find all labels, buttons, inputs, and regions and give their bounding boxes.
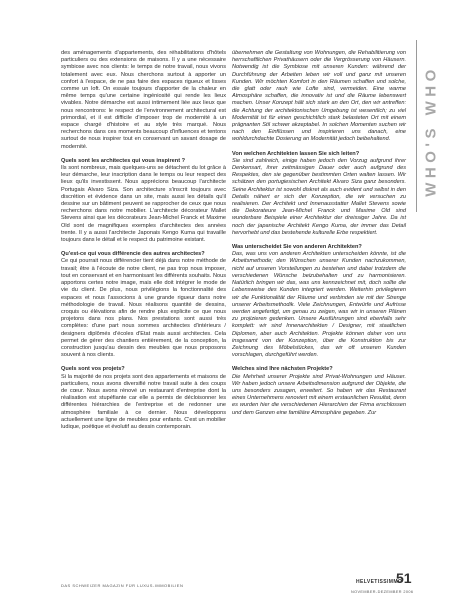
issue-date: NOVEMBER-DEZEMBER 2006 (351, 590, 414, 594)
french-column (61, 50, 226, 431)
french-question-2: Qu'est-ce qui vous différencie des autres architectes? (61, 251, 205, 258)
french-question-3: Quels sont vos projets? (61, 366, 125, 373)
section-title-vertical (421, 56, 441, 206)
page-number: 51 (396, 570, 412, 586)
german-question-1: Von welchen Architekten lassen Sie sich leiten? (232, 150, 360, 157)
french-answer-1: Ils sont nombreux, mais quelques-uns se détachent du lot grâce à leur démarche, leur inscription dans le temps ou leur respect des lieux qu'ils investissent. Nous apprécions beaucoup l'architecte Portugais Alvaro Siza. Son architecture s'inscrit toujours avec discrétion et évidence dans un site, mais aussi les détails qu'il dessine sur un bâtiment peuvent se rapprocher de ceux que nous recherchons dans notre mobilier. L'architecte décorateur Mallet Stevens ainsi que les décorateurs Jean-Michel Franck et Maxime Old sont de magnifiques exemples d'architectes des années trente. Il y a aussi l'architecte Japonais Kengo Kuma qui travaille toujours dans le détail et le respect du patrimoine existant. (61, 165, 226, 244)
magazine-name: HELVETISSIMMO (356, 579, 403, 585)
french-intro-paragraph: des aménagements d'appartements, des réhabilitations d'hôtels particuliers ou des extensions de maisons. Il y a une nécessaire symbiose avec nos clients: le temps de notre travail, nous vivons totalement avec eux. Nous cherchons surtout à apporter un confort à l'espace, de ne pas faire des espaces rigueux et lisses comme un loft. On essaie toujours d'apporter de la chaleur en même temps qu'une certaine ingéniosité qui rende les lieux vivables. Notre démarche est aussi intimement liée aux lieux que nous rencontrons: le respect de l'environnement architectural est primordial, et il est difficile d'imposer trop de modernité à un espace chargé d'histoire et au style très marqué. Nous recherchons dans ces moments beaucoup d'influences et tentons surtout de nous inspirer tout en conservant un savant dosage de modernité. (61, 50, 226, 150)
german-answer-3: Die Mehrheit unserer Projekte sind Privat-Wohnungen und Häuser. Wir haben jedoch unsere Arbeitsdimension aufgrund der Objekte, die uns besonders zusagen, erweitert. So haben wir das Restaurant eines Unternehmens renoviert mit einem erstaunlichen Resultat, denn es wurden hier die verschiedenen Hierarchien der Firma erschlossen und dem Ganzen eine familiäre Atmosphäre gegeben. Zur (232, 373, 406, 416)
german-question-3: Welches sind Ihre nächsten Projekte? (232, 366, 333, 373)
german-answer-1: Sie sind zahlreich, einige haben jedoch den Vorzug aufgrund ihrer Denkensart, ihrer zeitmässigen Dauer oder auch aufgrund des Respektes, den sie gegenüber bestimmten Orten walten lassen. Wir schätzen den portugiesischen Architekt Alvaro Siza ganz besonders. Seine Architektur ist sowohl diskret als auch evident und selbst in den Details nähert er sich der Konzeption, die wir versuchen zu realisieren. Der Architekt und Innenausstatter Mallet Stevens sowie die Dekorateure Jean-Michel Franck und Maxime Old sind wunderbare Beispiele einer Architektur der dreissiger Jahre. Da ist noch der japanische Architekt Kengo Kuma, der immer das Detail hervorhebt und das bestehende kulturelle Erbe respektiert. (232, 157, 406, 236)
french-answer-2: Ce qui pourrait nous différencier tient déjà dans notre méthode de travail; être à l'écoute de notre client, ne pas trop nous imposer, tout en conservant et en harmonisant les différents souhaits. Nous apportons certes notre image, mais elle doit intégrer le mode de vie du client. De plus, nous privilégions la fonctionnalité des espaces et nous l'associons à une grande rigueur dans notre méthodologie de travail. Nous réalisons quantité de dessins, croquis ou élévations afin de rendre plus explicite ce que nous projetons dans nos plans. Nos prestations sont aussi très complètes: d'une part nous sommes architectes d'intérieurs / designers diplômés d'écoles d'Etat mais aussi architectes. Cela permet de gérer des chantiers entièrement, de la conception, la construction jusqu'au dessin des meubles que nous proposons souvent à nos clients. (61, 258, 226, 359)
german-column (232, 50, 406, 417)
german-question-2: Was unterscheidet Sie von anderen Architekten? (232, 244, 362, 251)
section-divider (416, 40, 417, 212)
french-question-1: Quels sont les architectes qui vous inspirent ? (61, 157, 186, 164)
german-answer-2: Das, was uns von anderen Architekten unterscheiden könnte, ist die Arbeitsmethode; den Wünschen unserer Kunden nachzukommen, nicht auf unseren Vorstellungen zu bestehen und dabei trotzdem die verschiedenen Wünsche beizubehalten und zu harmonisieren. Natürlich bringen wir das, was uns kennzeichnet mit, doch sollte die Lebensweise des Kunden integriert werden. Weiterhin privilegieren wir die Funktionalität der Räume und verbinden sie mit der Strenge unserer Arbeitsmethodik. Viele Zeichnungen, Entwürfe und Aufrisse werden angefertigt, um genau zu zeigen, was wir in unseren Plänen zu projizieren gedenken. Unsere Ausführungen sind ebenfalls sehr komplett: wir sind Innenarchitekten / Designer, mit staatlichen Diplomen, aber auch Architekten. Projekte können daher von uns insgesamt von der Konzeption, über die Konstruktion bis zur Zeichnung des Möbelstückes, das wir oft unseren Kunden vorschlagen, durchgeführt werden. (232, 251, 406, 359)
footer-tagline: DAS SCHWEIZER MAGAZIN FÜR LUXUS-IMMOBILIEN (61, 583, 184, 588)
section-title-text: WHO'S WHO (422, 65, 440, 197)
german-intro-paragraph: übernehmen die Gestaltung von Wohnungen, die Rehabilitierung von herrschaftlichen Privathäusern oder die Vergrösserung von Häusern. Notwendig ist die Symbiose mit unseren Kunden: während der Durchführung der Arbeiten leben wir voll und ganz mit unseren Kunden. Wir möchten Komfort in den Räumen schaffen und solche, die glatt oder rauh wie Lofte sind, vermeiden. Eine warme Atmosphäre schaffen, die innovativ ist und die Räume lebenswert machen. Unser Konzept hält sich stark an den Ort, den wir antreffen: die Achtung der architektonischen Umgebung ist wesentlich; zu viel Modernität ist für einen geschichtlich stark belasteten Ort mit einem prägnanten Stil schwer akzeptabel. In solchen Momenten suchen wir nach den Einflüssen und inspirieren uns danach, eine wohldurchdachte Dosierung an Modernität jedoch beibehaltend. (232, 50, 406, 143)
french-answer-3: Si la majorité de nos projets sont des appartements et maisons de particuliers, nous avons diversifié notre travail suite à des coups de cœur. Nous avons rénové un restaurant d'entreprise dont la réalisation est stupéfiante car elle a permis de décloisonner les différentes hiérarchies de l'entreprise et de redonner une atmosphère familiale à ce dernier. Nous développons actuellement une ligne de meubles pour enfants. C'est un mobilier ludique, poétique et évolutif au dessin contemporain. (61, 373, 226, 430)
